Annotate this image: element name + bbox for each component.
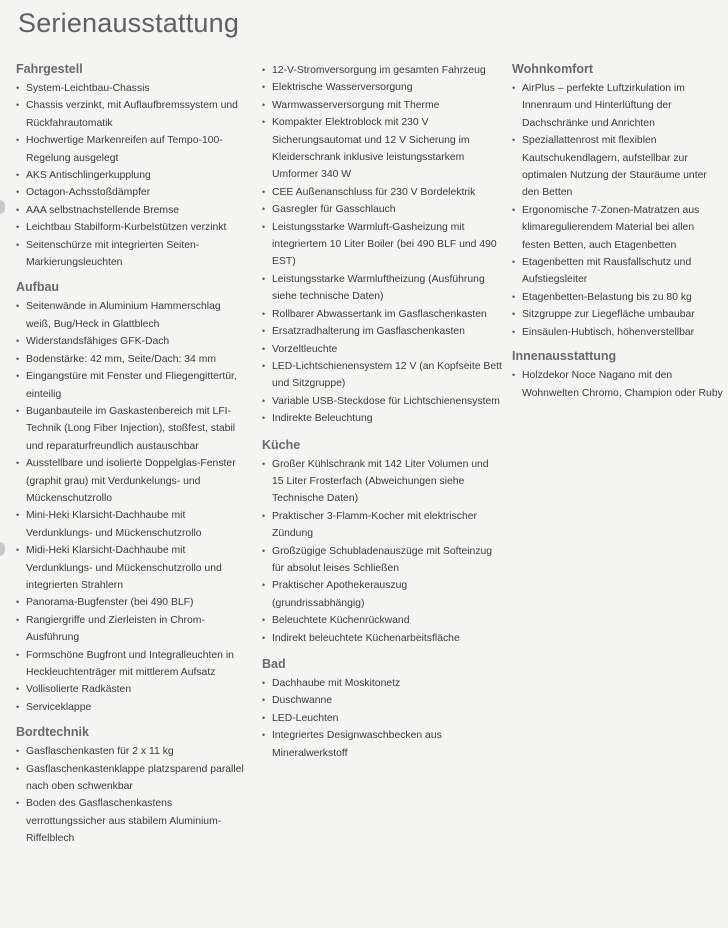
feature-section [262, 657, 502, 762]
feature-item: • LED-Leuchten [262, 710, 502, 727]
feature-item: • Großer Kühlschrank mit 142 Liter Volumen und 15 Liter Frosterfach (Abweichungen siehe Technische Daten) [262, 456, 502, 508]
feature-item: • Dachhaube mit Moskitonetz [262, 675, 502, 692]
feature-item: • Variable USB-Steckdose für Lichtschienensystem [262, 393, 502, 410]
feature-list [16, 298, 248, 716]
page-title: Serienausstattung [18, 8, 240, 38]
feature-item: • System-Leichtbau-Chassis [16, 80, 248, 97]
section-title: Aufbau [16, 280, 60, 295]
feature-list [512, 80, 724, 341]
feature-item: • Holzdekor Noce Nagano mit den Wohnwelten Chromo, Champion oder Ruby [512, 367, 724, 402]
feature-item: • AAA selbstnachstellende Bremse [16, 202, 248, 219]
feature-item: • Praktischer Apothekerauszug (grundrissabhängig) [262, 577, 502, 612]
feature-section [16, 725, 248, 847]
feature-item: • Indirekte Beleuchtung [262, 410, 502, 427]
feature-item: • Vorzeltleuchte [262, 341, 502, 358]
feature-item: • CEE Außenanschluss für 230 V Bordelektrik [262, 184, 502, 201]
feature-item: • Bodenstärke: 42 mm, Seite/Dach: 34 mm [16, 351, 248, 368]
feature-list [16, 743, 248, 847]
feature-item: • Vollisolierte Radkästen [16, 681, 248, 698]
feature-item: • Ausstellbare und isolierte Doppelglas-Fenster (graphit grau) mit Verdunkelungs- und Mückenschutzrollo [16, 455, 248, 507]
feature-list [16, 80, 248, 271]
section-title: Bordtechnik [16, 725, 89, 740]
feature-item: • Duschwanne [262, 692, 502, 709]
section-title: Innenausstattung [512, 349, 617, 364]
feature-item: • Gasflaschenkastenklappe platzsparend parallel nach oben schwenkbar [16, 761, 248, 796]
feature-item: • Warmwasserversorgung mit Therme [262, 97, 502, 114]
feature-item: • Gasflaschenkasten für 2 x 11 kg [16, 743, 248, 760]
feature-item: • Ergonomische 7-Zonen-Matratzen aus klimaregulierendem Material bei allen festen Betten, auch Etagenbetten [512, 202, 724, 254]
feature-item: • Leistungsstarke Warmluftheizung (Ausführung siehe technische Daten) [262, 271, 502, 306]
feature-item: • Praktischer 3-Flamm-Kocher mit elektrischer Zündung [262, 508, 502, 543]
section-title: Küche [262, 437, 301, 452]
feature-section [262, 62, 502, 428]
feature-list [512, 367, 724, 402]
feature-item: • Ersatzradhalterung im Gasflaschenkasten [262, 323, 502, 340]
feature-item: • Hochwertige Markenreifen auf Tempo-100-Regelung ausgelegt [16, 132, 248, 167]
feature-item: • Leichtbau Stabilform-Kurbelstützen verzinkt [16, 219, 248, 236]
feature-item: • Gasregler für Gasschlauch [262, 201, 502, 218]
feature-item: • Octagon-Achsstoßdämpfer [16, 184, 248, 201]
feature-item: • Seitenwände in Aluminium Hammerschlag weiß, Bug/Heck in Glattblech [16, 298, 248, 333]
feature-item: • Etagenbetten mit Rausfallschutz und Aufstiegsleiter [512, 254, 724, 289]
feature-section [512, 349, 724, 402]
feature-item: • AKS Antischlingerkupplung [16, 167, 248, 184]
feature-item: • Buganbauteile im Gaskastenbereich mit LFI-Technik (Long Fiber Injection), stoßfest, stabil und reparaturfreundlich austauschbar [16, 403, 248, 455]
feature-item: • Einsäulen-Hubtisch, höhenverstellbar [512, 324, 724, 341]
feature-item: • Kompakter Elektroblock mit 230 V Sicherungsautomat und 12 V Sicherung im Kleiderschrank inklusive leistungsstarkem Umformer 340 W [262, 114, 502, 184]
page-edge-mark [0, 200, 5, 214]
feature-item: • Boden des Gasflaschenkastens verrottungssicher aus stabilem Aluminium-Riffelblech [16, 795, 248, 847]
section-title: Fahrgestell [16, 62, 83, 76]
feature-item: • Elektrische Wasserversorgung [262, 79, 502, 96]
column-3 [512, 60, 724, 408]
feature-item: • Mini-Heki Klarsicht-Dachhaube mit Verdunklungs- und Mückenschutzrollo [16, 507, 248, 542]
feature-item: • Speziallattenrost mit flexiblen Kautschukendlagern, aufstellbar zur optimalen Nutzung der Stauräume unter den Betten [512, 132, 724, 202]
feature-item: • Serviceklappe [16, 699, 248, 716]
feature-item: • 12-V-Stromversorgung im gesamten Fahrzeug [262, 62, 502, 79]
feature-item: • Chassis verzinkt, mit Auflaufbremssystem und Rückfahrautomatik [16, 97, 248, 132]
column-1 [16, 60, 248, 857]
feature-item: • Widerstandsfähiges GFK-Dach [16, 333, 248, 350]
feature-item: • AirPlus – perfekte Luftzirkulation im Innenraum und Hinterlüftung der Dachschränke und Anrichten [512, 80, 724, 132]
section-title: Wohnkomfort [512, 62, 594, 76]
feature-item: • Leistungsstarke Warmluft-Gasheizung mit integriertem 10 Liter Boiler (bei 490 BLF und 490 EST) [262, 219, 502, 271]
feature-item: • Panorama-Bugfenster (bei 490 BLF) [16, 594, 248, 611]
feature-item: • Beleuchtete Küchenrückwand [262, 612, 502, 629]
feature-item: • Formschöne Bugfront und Integralleuchten in Heckleuchtenträger mit mittlerem Aufsatz [16, 647, 248, 682]
feature-item: • Sitzgruppe zur Liegefläche umbaubar [512, 306, 724, 323]
section-title: Bad [262, 657, 286, 671]
feature-item: • Seitenschürze mit integrierten Seiten-Markierungsleuchten [16, 237, 248, 272]
feature-section [16, 62, 248, 271]
feature-item: • Rangiergriffe und Zierleisten in Chrom-Ausführung [16, 612, 248, 647]
feature-item: • Rollbarer Abwassertank im Gasflaschenkasten [262, 306, 502, 323]
feature-item: • Integriertes Designwaschbecken aus Mineralwerkstoff [262, 727, 502, 762]
feature-item: • Eingangstüre mit Fenster und Fliegengittertür, einteilig [16, 368, 248, 403]
feature-item: • Indirekt beleuchtete Küchenarbeitsfläche [262, 630, 502, 647]
feature-item: • Midi-Heki Klarsicht-Dachhaube mit Verdunklungs- und Mückenschutzrollo und integrierten Strahlern [16, 542, 248, 594]
column-2 [262, 60, 502, 768]
page-edge-mark [0, 542, 5, 556]
feature-list [262, 456, 502, 647]
feature-section [512, 62, 724, 341]
feature-section [16, 280, 248, 716]
feature-item: • Etagenbetten-Belastung bis zu 80 kg [512, 289, 724, 306]
feature-list [262, 62, 502, 428]
feature-item: • LED-Lichtschienensystem 12 V (an Kopfseite Bett und Sitzgruppe) [262, 358, 502, 393]
feature-section [262, 438, 502, 647]
feature-list [262, 675, 502, 762]
feature-item: • Großzügige Schubladenauszüge mit Softeinzug für absolut leises Schließen [262, 543, 502, 578]
